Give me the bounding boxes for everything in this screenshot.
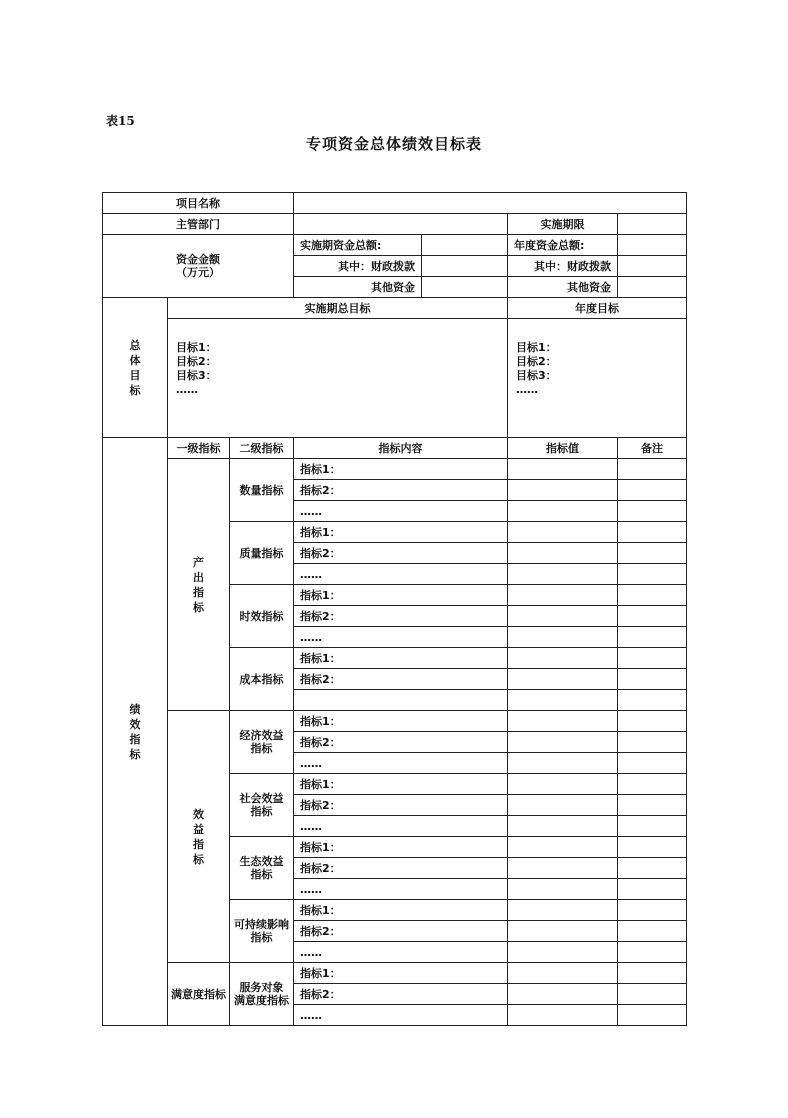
indicator-value-cell[interactable] bbox=[508, 984, 618, 1005]
annual-goal-header: 年度目标 bbox=[508, 298, 687, 319]
timeliness-indicator-label: 时效指标 bbox=[230, 585, 294, 648]
indicator-item-2[interactable]: 指标2： bbox=[294, 732, 508, 753]
fiscal-label-annual: 其中：财政拨款 bbox=[508, 256, 618, 277]
annual-goal-more: …… bbox=[516, 383, 538, 396]
indicator-value-cell[interactable] bbox=[508, 606, 618, 627]
indicator-value-cell[interactable] bbox=[508, 585, 618, 606]
indicator-value-cell[interactable] bbox=[508, 522, 618, 543]
page-title: 专项资金总体绩效目标表 bbox=[305, 135, 482, 153]
indicator-item-1[interactable]: 指标1： bbox=[294, 585, 508, 606]
col-level2-header: 二级指标 bbox=[230, 438, 294, 459]
note-cell[interactable] bbox=[618, 1005, 687, 1026]
annual-goal-2: 目标2： bbox=[516, 355, 557, 368]
note-cell[interactable] bbox=[618, 522, 687, 543]
indicator-item-2[interactable]: 指标2： bbox=[294, 606, 508, 627]
indicator-item-2[interactable]: 指标2： bbox=[294, 480, 508, 501]
indicator-item-more[interactable]: …… bbox=[294, 1005, 508, 1026]
note-cell[interactable] bbox=[618, 480, 687, 501]
indicator-value-cell[interactable] bbox=[508, 942, 618, 963]
note-cell[interactable] bbox=[618, 732, 687, 753]
note-cell[interactable] bbox=[618, 795, 687, 816]
indicator-item-2[interactable]: 指标2： bbox=[294, 669, 508, 690]
indicator-item-1[interactable]: 指标1： bbox=[294, 900, 508, 921]
satisfaction-indicator-label: 满意度指标 bbox=[168, 963, 230, 1026]
quantity-indicator-label: 数量指标 bbox=[230, 459, 294, 522]
amount-row-total bbox=[103, 235, 687, 256]
col-note-header: 备注 bbox=[618, 438, 687, 459]
benefit-indicator-label: 效 益 指 标 bbox=[168, 711, 230, 963]
period-label: 实施期限 bbox=[508, 214, 618, 235]
period-goal-2: 目标2： bbox=[176, 355, 217, 368]
indicator-item-more[interactable]: …… bbox=[294, 501, 508, 522]
amount-label-cell bbox=[103, 235, 294, 298]
indicator-item-more[interactable]: …… bbox=[294, 942, 508, 963]
note-cell[interactable] bbox=[618, 459, 687, 480]
department-label: 主管部门 bbox=[103, 214, 294, 235]
indicator-row bbox=[103, 459, 687, 480]
note-cell[interactable] bbox=[618, 837, 687, 858]
economic-benefit-label: 经济效益 指标 bbox=[230, 711, 294, 774]
annual-total-field[interactable] bbox=[618, 235, 687, 256]
note-cell[interactable] bbox=[618, 900, 687, 921]
quality-indicator-label: 质量指标 bbox=[230, 522, 294, 585]
indicator-value-cell[interactable] bbox=[508, 480, 618, 501]
indicator-item-more[interactable]: …… bbox=[294, 816, 508, 837]
indicator-item-2[interactable]: 指标2： bbox=[294, 795, 508, 816]
goals-section-label: 总 体 目 标 bbox=[103, 298, 168, 438]
note-cell[interactable] bbox=[618, 816, 687, 837]
period-total-label: 实施期资金总额: bbox=[294, 235, 422, 256]
indicator-value-cell[interactable] bbox=[508, 858, 618, 879]
indicator-value-cell[interactable] bbox=[508, 753, 618, 774]
indicator-item-1[interactable]: 指标1： bbox=[294, 711, 508, 732]
note-cell[interactable] bbox=[618, 774, 687, 795]
period-goal-more: …… bbox=[176, 383, 198, 396]
note-cell[interactable] bbox=[618, 879, 687, 900]
indicator-item-more[interactable]: …… bbox=[294, 627, 508, 648]
note-cell[interactable] bbox=[618, 501, 687, 522]
note-cell[interactable] bbox=[618, 564, 687, 585]
period-goal-header: 实施期总目标 bbox=[168, 298, 508, 319]
col-level1-header: 一级指标 bbox=[168, 438, 230, 459]
note-cell[interactable] bbox=[618, 627, 687, 648]
indicator-item-more[interactable]: …… bbox=[294, 753, 508, 774]
indicator-value-cell[interactable] bbox=[508, 900, 618, 921]
period-goal-1: 目标1： bbox=[176, 341, 217, 354]
cost-indicator-label: 成本指标 bbox=[230, 648, 294, 711]
department-row bbox=[103, 214, 687, 235]
amount-label: 资金金额 bbox=[176, 253, 220, 266]
period-field[interactable] bbox=[618, 214, 687, 235]
indicator-value-cell[interactable] bbox=[508, 711, 618, 732]
indicator-item-1[interactable]: 指标1： bbox=[294, 774, 508, 795]
note-cell[interactable] bbox=[618, 543, 687, 564]
indicator-value-cell[interactable] bbox=[508, 669, 618, 690]
indicator-value-cell[interactable] bbox=[508, 1005, 618, 1026]
indicator-item-more[interactable] bbox=[294, 690, 508, 711]
indicator-item-1[interactable]: 指标1： bbox=[294, 837, 508, 858]
indicator-item-2[interactable]: 指标2： bbox=[294, 984, 508, 1005]
indicator-value-cell[interactable] bbox=[508, 795, 618, 816]
note-cell[interactable] bbox=[618, 984, 687, 1005]
department-field[interactable] bbox=[294, 214, 508, 235]
indicator-item-more[interactable]: …… bbox=[294, 564, 508, 585]
indicator-value-cell[interactable] bbox=[508, 816, 618, 837]
sustainable-impact-label: 可持续影响 指标 bbox=[230, 900, 294, 963]
col-value-header: 指标值 bbox=[508, 438, 618, 459]
other-field-period[interactable] bbox=[422, 277, 508, 298]
indicator-value-cell[interactable] bbox=[508, 459, 618, 480]
indicator-header-row bbox=[103, 438, 687, 459]
note-cell[interactable] bbox=[618, 753, 687, 774]
fiscal-label-period: 其中：财政拨款 bbox=[294, 256, 422, 277]
indicator-item-1[interactable]: 指标1： bbox=[294, 963, 508, 984]
note-cell[interactable] bbox=[618, 690, 687, 711]
annual-total-label: 年度资金总额: bbox=[508, 235, 618, 256]
indicator-item-2[interactable]: 指标2： bbox=[294, 921, 508, 942]
indicator-value-cell[interactable] bbox=[508, 963, 618, 984]
period-total-field[interactable] bbox=[422, 235, 508, 256]
indicator-section-label: 绩 效 指 标 bbox=[103, 438, 168, 1026]
indicator-item-2[interactable]: 指标2： bbox=[294, 858, 508, 879]
other-label-period: 其他资金 bbox=[294, 277, 422, 298]
indicator-value-cell[interactable] bbox=[508, 627, 618, 648]
note-cell[interactable] bbox=[618, 606, 687, 627]
note-cell[interactable] bbox=[618, 858, 687, 879]
annual-goal-3: 目标3： bbox=[516, 369, 557, 382]
fiscal-field-annual[interactable] bbox=[618, 256, 687, 277]
project-name-row bbox=[103, 193, 687, 214]
ecological-benefit-label: 生态效益 指标 bbox=[230, 837, 294, 900]
annual-goal-1: 目标1： bbox=[516, 341, 557, 354]
note-cell[interactable] bbox=[618, 963, 687, 984]
note-cell[interactable] bbox=[618, 711, 687, 732]
goals-header-row bbox=[103, 298, 687, 319]
note-cell[interactable] bbox=[618, 942, 687, 963]
indicator-value-cell[interactable] bbox=[508, 921, 618, 942]
service-satisfaction-label: 服务对象 满意度指标 bbox=[230, 963, 294, 1026]
indicator-item-1[interactable]: 指标1： bbox=[294, 522, 508, 543]
indicator-row bbox=[103, 963, 687, 984]
indicator-item-1[interactable]: 指标1： bbox=[294, 459, 508, 480]
amount-unit: （万元） bbox=[176, 266, 220, 279]
table-number: 表15 bbox=[106, 114, 135, 128]
goals-content-row bbox=[103, 319, 687, 438]
other-label-annual: 其他资金 bbox=[508, 277, 618, 298]
note-cell[interactable] bbox=[618, 921, 687, 942]
performance-goal-table bbox=[102, 192, 687, 1026]
indicator-value-cell[interactable] bbox=[508, 564, 618, 585]
indicator-value-cell[interactable] bbox=[508, 837, 618, 858]
indicator-value-cell[interactable] bbox=[508, 690, 618, 711]
output-indicator-label: 产 出 指 标 bbox=[168, 459, 230, 711]
project-name-label: 项目名称 bbox=[103, 193, 294, 214]
other-field-annual[interactable] bbox=[618, 277, 687, 298]
period-goal-3: 目标3： bbox=[176, 369, 217, 382]
col-content-header: 指标内容 bbox=[294, 438, 508, 459]
indicator-value-cell[interactable] bbox=[508, 879, 618, 900]
note-cell[interactable] bbox=[618, 648, 687, 669]
note-cell[interactable] bbox=[618, 669, 687, 690]
indicator-value-cell[interactable] bbox=[508, 543, 618, 564]
indicator-row bbox=[103, 711, 687, 732]
indicator-value-cell[interactable] bbox=[508, 732, 618, 753]
indicator-item-more[interactable]: …… bbox=[294, 879, 508, 900]
note-cell[interactable] bbox=[618, 585, 687, 606]
social-benefit-label: 社会效益 指标 bbox=[230, 774, 294, 837]
fiscal-field-period[interactable] bbox=[422, 256, 508, 277]
period-goal-box[interactable] bbox=[168, 319, 508, 438]
indicator-value-cell[interactable] bbox=[508, 501, 618, 522]
project-name-field[interactable] bbox=[294, 193, 687, 214]
indicator-value-cell[interactable] bbox=[508, 648, 618, 669]
indicator-item-1[interactable]: 指标1： bbox=[294, 648, 508, 669]
indicator-value-cell[interactable] bbox=[508, 774, 618, 795]
annual-goal-box[interactable] bbox=[508, 319, 687, 438]
indicator-item-2[interactable]: 指标2： bbox=[294, 543, 508, 564]
